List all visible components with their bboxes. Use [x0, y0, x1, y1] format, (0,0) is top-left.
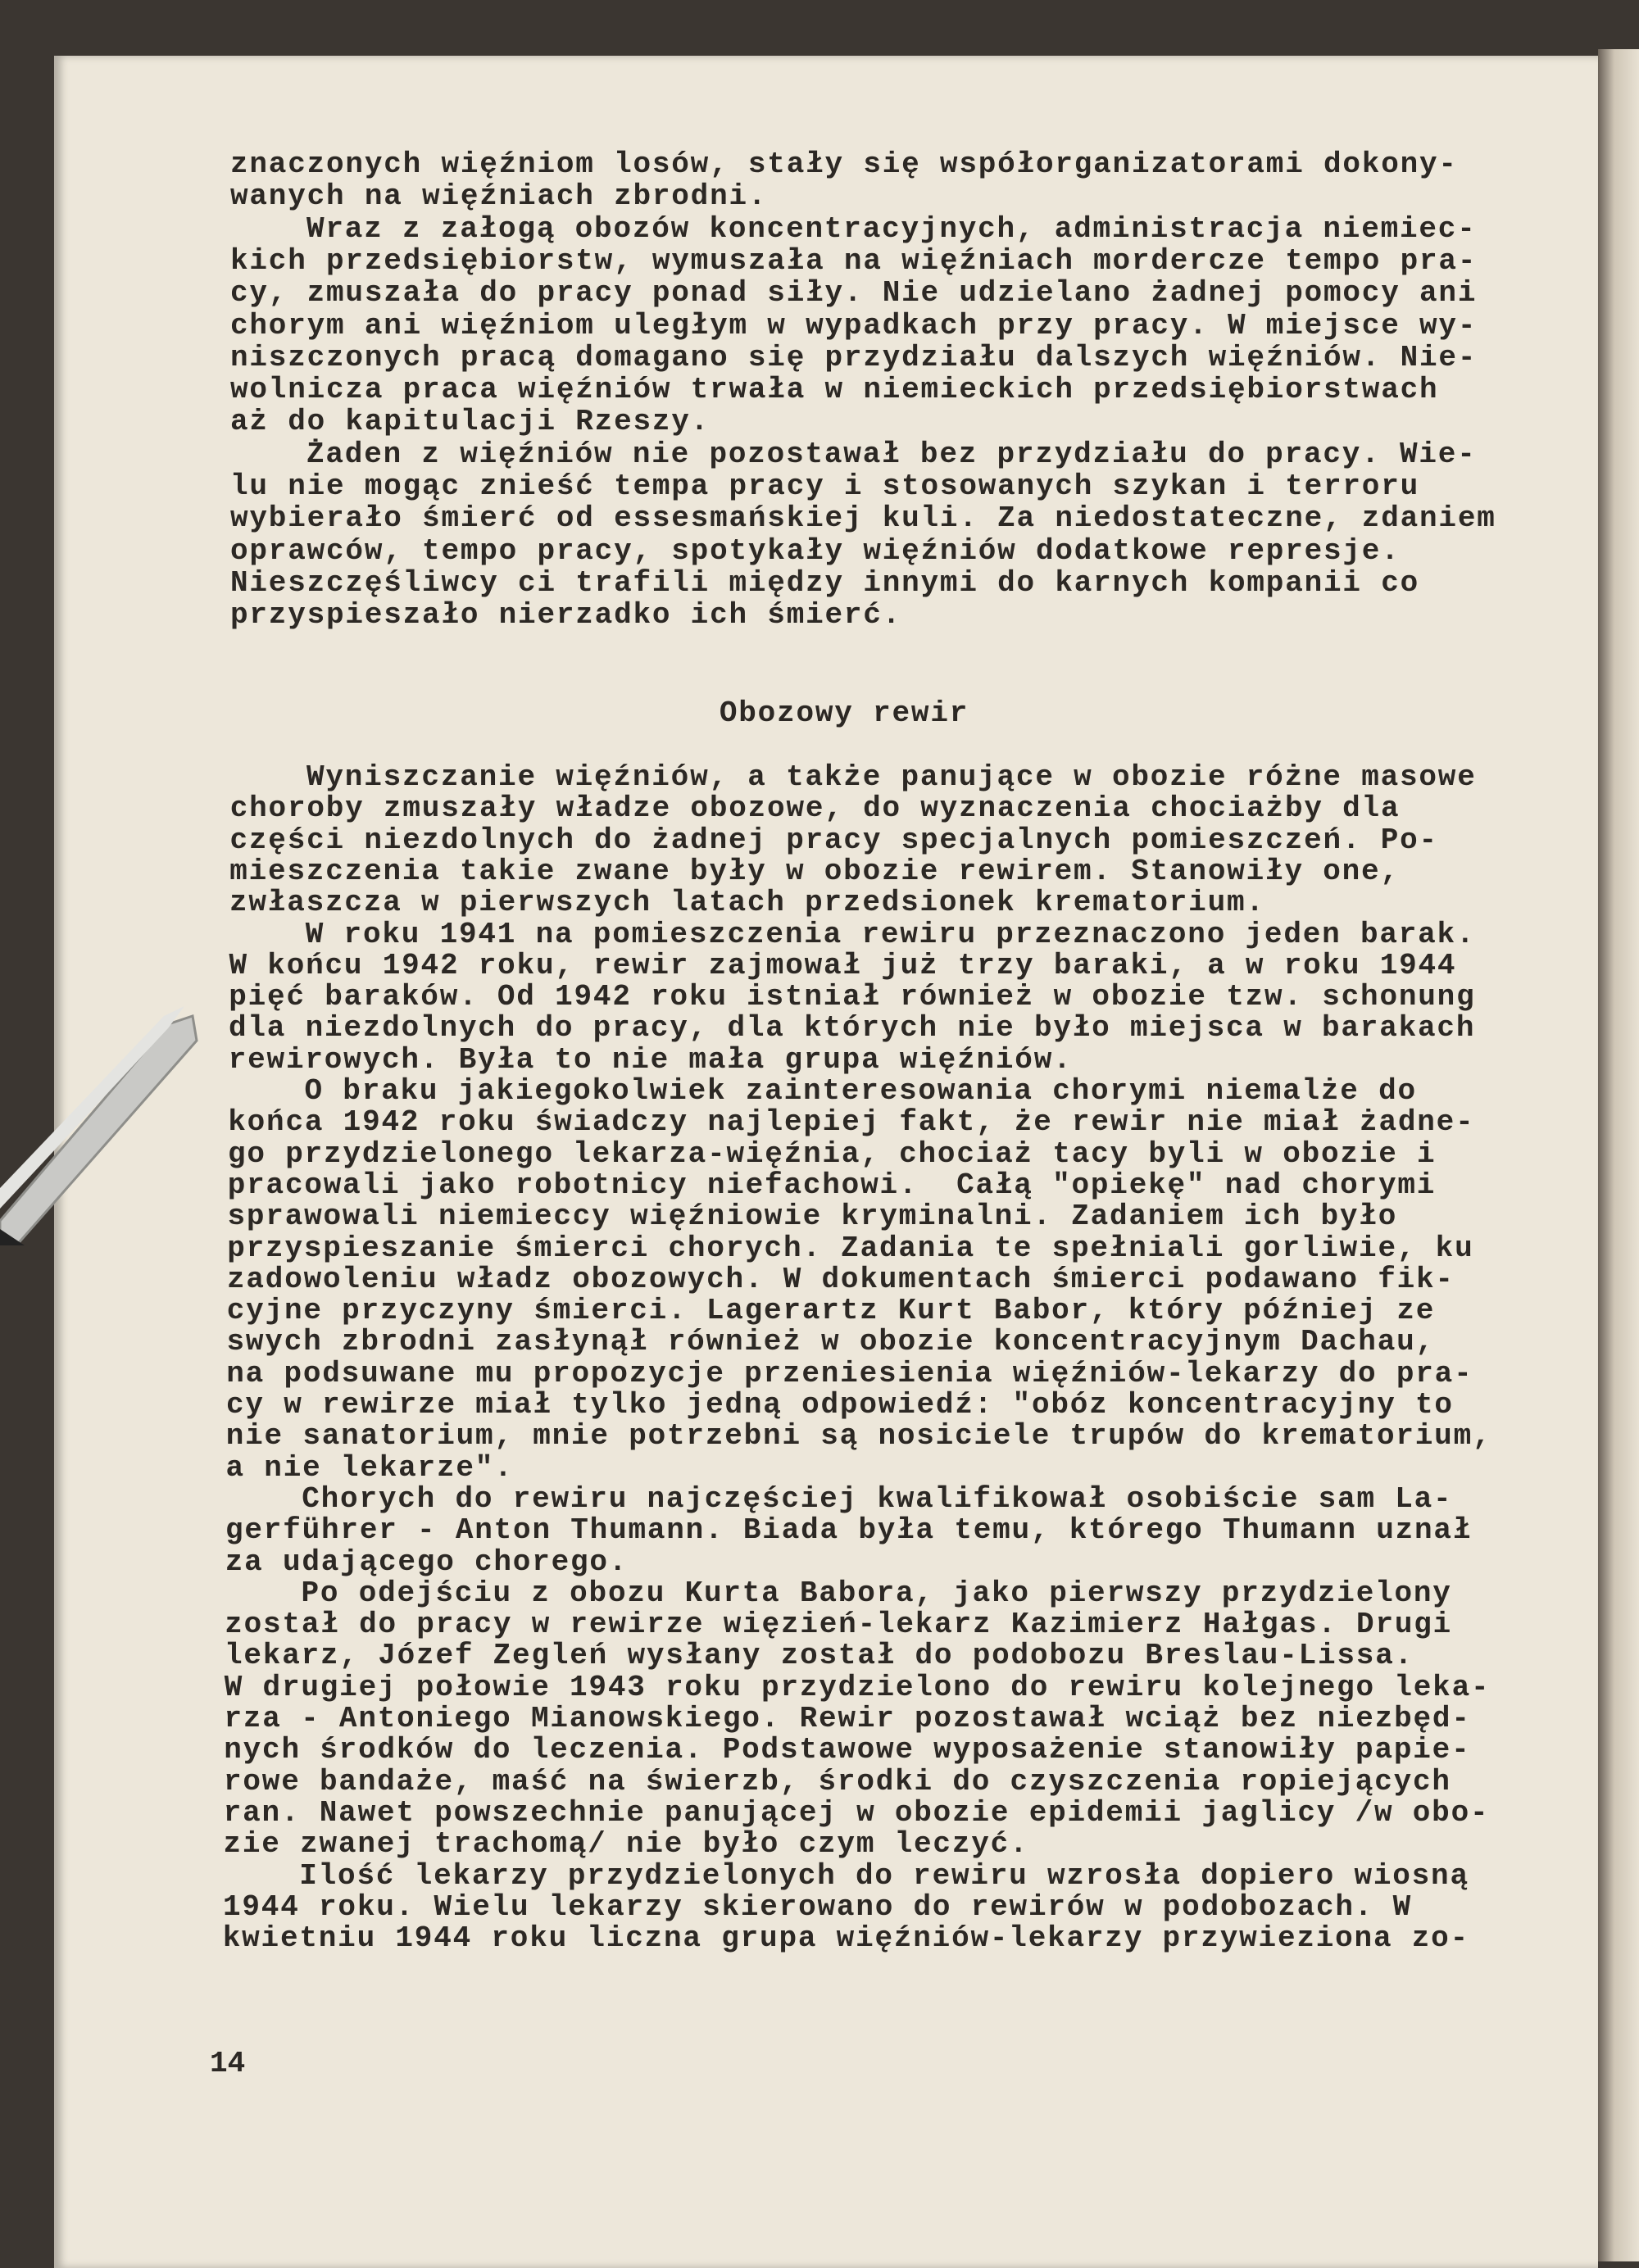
text-line: mieszczenia takie zwane były w obozie rewirem. Stanowiły one, — [229, 854, 1400, 888]
text-line: rewirowych. Była to nie mała grupa więźniów. — [228, 1042, 1073, 1077]
text-line: został do pracy w rewirze więzień-lekarz Kazimierz Hałgas. Drugi — [225, 1608, 1453, 1642]
text-line: niszczonych pracą domagano się przydziału dalszych więźniów. Nie- — [230, 340, 1478, 374]
text-line: pięć baraków. Od 1942 roku istniał również w obozie tzw. schonung — [229, 980, 1476, 1014]
text-line: rza - Antoniego Mianowskiego. Rewir pozostawał wciąż bez niezbęd- — [224, 1702, 1471, 1735]
text-line: 1944 roku. Wielu lekarzy skierowano do rewirów w podobozach. W — [223, 1889, 1413, 1924]
text-line: wolnicza praca więźniów trwała w niemieckich przedsiębiorstwach — [230, 373, 1439, 407]
paragraph-first-line: Wraz z załogą obozów koncentracyjnych, administracja niemiec- — [306, 211, 1477, 246]
text-line: kich przedsiębiorstw, wymuszała na więźniach mordercze tempo pra- — [230, 243, 1478, 278]
next-page-edge — [1598, 49, 1639, 2261]
text-line: na podsuwane mu propozycje przeniesienia więźniów-lekarzy do pra- — [226, 1356, 1473, 1390]
text-line: swych zbrodni zasłynął również w obozie koncentracyjnym Dachau, — [226, 1325, 1435, 1359]
paragraph-first-line: Żaden z więźniów nie pozostawał bez przydziału do pracy. Wie- — [306, 437, 1477, 471]
paragraph-first-line: Chorych do rewiru najczęściej kwalifikował osobiście sam La- — [302, 1481, 1453, 1516]
text-line: nie sanatorium, mnie potrzebni są nosiciele trupów do krematorium, — [225, 1419, 1492, 1454]
text-line: lu nie mogąc znieść tempa pracy i stosowanych szykan i terroru — [230, 469, 1420, 503]
text-line: wanych na więźniach zbrodni. — [230, 179, 768, 214]
text-line: chorym ani więźniom uległym w wypadkach przy pracy. W miejsce wy- — [230, 308, 1478, 342]
text-line: za udającego chorego. — [225, 1545, 629, 1579]
text-line: oprawców, tempo pracy, spotykały więźniów dodatkowe represje. — [230, 533, 1401, 568]
text-line: rowe bandaże, maść na świerzb, środki do czyszczenia ropiejących — [224, 1764, 1451, 1799]
text-line: Nieszczęśliwcy ci trafili między innymi do karnych kompanii co — [230, 565, 1420, 600]
text-line: pracowali jako robotnicy niefachowi. Całą "opiekę" nad chorymi — [227, 1168, 1437, 1202]
text-line: nych środków do leczenia. Podstawowe wyposażenie stanowiły papie- — [224, 1733, 1471, 1767]
text-line: dla niezdolnych do pracy, dla których nie było miejsca w barakach — [229, 1011, 1476, 1046]
paragraph-first-line: Wyniszczanie więźniów, a także panujące w obozie różne masowe — [306, 760, 1477, 794]
text-line: zwłaszcza w pierwszych latach przedsionek krematorium. — [229, 886, 1265, 920]
text-line: lekarz, Józef Zegleń wysłany został do podobozu Breslau-Lissa. — [225, 1639, 1414, 1673]
paragraph-first-line: Ilość lekarzy przydzielonych do rewiru wzrosła dopiero wiosną — [299, 1858, 1469, 1893]
paragraph-first-line: Po odejściu z obozu Kurta Babora, jako pierwszy przydzielony — [301, 1576, 1452, 1610]
text-line: cy, zmuszała do pracy ponad siły. Nie udzielano żadnej pomocy ani — [230, 276, 1478, 311]
text-line: kwietniu 1944 roku liczna grupa więźniów-lekarzy przywieziona zo- — [222, 1921, 1469, 1956]
text-line: cyjne przyczyny śmierci. Lagerartz Kurt Babor, który później ze — [226, 1294, 1436, 1328]
text-line: choroby zmuszały władze obozowe, do wyznaczenia chociażby dla — [229, 792, 1401, 826]
text-line: końca 1942 roku świadczy najlepiej fakt, że rewir nie miał żadne- — [228, 1105, 1475, 1140]
page-number: 14 — [210, 2047, 246, 2080]
section-heading: Obozowy rewir — [719, 696, 969, 730]
text-line: gerführer - Anton Thumann. Biada była temu, którego Thumann uznał — [225, 1513, 1473, 1548]
paragraph-first-line: O braku jakiegokolwiek zainteresowania chorymi niemalże do — [304, 1074, 1417, 1108]
text-line: W końcu 1942 roku, rewir zajmował już trzy baraki, a w roku 1944 — [229, 948, 1457, 982]
text-line: przyspieszanie śmierci chorych. Zadania te spełniali gorliwie, ku — [227, 1231, 1474, 1265]
text-line: cy w rewirze miał tylko jedną odpowiedź: "obóz koncentracyjny to — [226, 1388, 1454, 1422]
text-line: go przydzielonego lekarza-więźnia, chociaż tacy byli w obozie i — [228, 1136, 1437, 1171]
text-line: zie zwanej trachomą/ nie było czym leczyć. — [223, 1827, 1029, 1862]
text-line: W drugiej połowie 1943 roku przydzielono do rewiru kolejnego leka- — [224, 1670, 1491, 1704]
paragraph-first-line: znaczonych więźniom losów, stały się współorganizatorami dokony- — [230, 147, 1458, 181]
text-line: wybierało śmierć od essesmańskiej kuli. Za niedostateczne, zdaniem — [230, 501, 1496, 536]
text-line: sprawowali niemieccy więźniowie kryminalni. Zadaniem ich było — [227, 1200, 1398, 1234]
text-line: przyspieszało nierzadko ich śmierć. — [230, 598, 902, 633]
text-line: części niezdolnych do żadnej pracy specjalnych pomieszczeń. Po- — [229, 823, 1438, 857]
paragraph-first-line: W roku 1941 na pomieszczenia rewiru przeznaczono jeden barak. — [305, 917, 1476, 951]
tweezers-image — [0, 983, 213, 1245]
text-line: a nie lekarze". — [225, 1450, 514, 1485]
text-line: ran. Nawet powszechnie panującej w obozie epidemii jaglicy /w obo- — [223, 1795, 1490, 1830]
text-line: aż do kapitulacji Rzeszy. — [230, 405, 711, 439]
text-line: zadowoleniu władz obozowych. W dokumentach śmierci podawano fik- — [227, 1262, 1455, 1296]
